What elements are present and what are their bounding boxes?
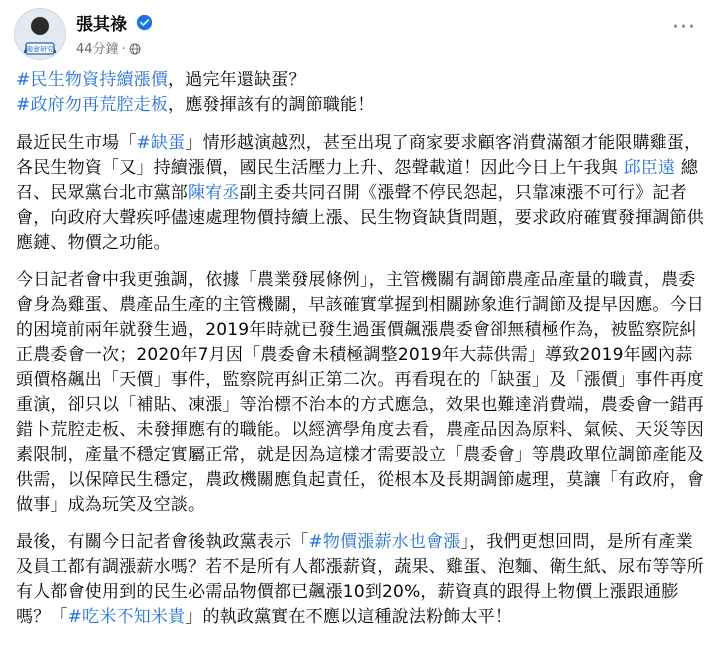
verified-badge-icon xyxy=(136,14,153,31)
paragraph-text: 」，我們更想回問，是所有產業及員工都有調漲薪水嗎？若不是所有人都漲薪資，蔬果、雞蛋、泡麵、衛生紙、尿布等等所有人都會使用到的民生必需品物價都已飆漲10到20%，薪資真的跟得上物價上漲跟通膨嗎？「 xyxy=(16,532,704,627)
hashtag-link[interactable]: #吃米不知米貴 xyxy=(67,607,186,627)
paragraph-text: 今日記者會中我更強調，依據「農業發展條例」，主管機關有調節農產品產量的職責，農委會身為雞蛋、農產品生產的主管機關，早該確實掌握到相關跡象進行調節及提早因應。今日的困境前兩年就發生過，2019年時就已發生過蛋價飆漲農委會卻無積極作為，被監察院糾正農委會一次；2020年7月因「農委會未積極調整2019年大蒜供需」導致2019年國內蒜頭價格飆出「天價」事件，監察院再糾正第二次。再看現在的「缺蛋」及「漲價」事件再度重演，卻只以「補貼、凍漲」等治標不治本的方式應急，效果也難達消費端，農委會一錯再錯卜荒腔走板、未發揮應有的職能。以經濟學角度去看，農產品因為原料、氣候、天災等因素限制，產量不穩定實屬正常，就是因為這樣才需要設立「農委會」等農政單位調節產能及供需，以保障民生穩定，農政機關應負起責任，從根本及長期調節處理，莫讓「有政府，會做事」成為玩笑及空談。 xyxy=(16,270,704,515)
author-name[interactable]: 張其祿 xyxy=(76,15,127,35)
paragraph-text: 最後，有關今日記者會後執政黨表示「 xyxy=(16,532,309,552)
post-body xyxy=(16,68,704,642)
author-avatar[interactable] xyxy=(14,8,66,60)
globe-icon[interactable] xyxy=(129,43,141,55)
post-header xyxy=(14,6,704,60)
hashtag-link[interactable]: #政府勿再荒腔走板 xyxy=(16,95,169,115)
post-paragraph-1 xyxy=(16,131,704,256)
intro-text: ，應發揮該有的調節職能！ xyxy=(168,95,375,115)
hashtag-link[interactable]: #民生物資持續漲價 xyxy=(16,70,169,90)
post-paragraph-2 xyxy=(16,268,704,518)
hashtag-link[interactable]: #缺蛋 xyxy=(136,133,186,153)
mention-link[interactable]: 陳宥丞 xyxy=(188,183,240,203)
paragraph-text: 」情形越演越烈，甚至出現了商家要求顧客消費滿額才能限購雞蛋，各民生物資「又」持續漲價，國民生活壓力上升、怨聲載道！因此今日上午我與 xyxy=(16,133,702,178)
post-intro xyxy=(16,68,704,118)
paragraph-text: 副主委共同召開《漲聲不停民怨起，只靠凍漲不可行》記者會，向政府大聲疾呼儘速處理物價持續上漲、民生物資缺貨問題，要求政府確實發揮調節供應鏈、物價之功能。 xyxy=(16,183,704,253)
paragraph-text: 最近民生市場「 xyxy=(16,133,137,153)
paragraph-text: 總召、民眾黨台北市黨部 xyxy=(16,158,699,203)
mention-link[interactable]: 邱臣遠 xyxy=(623,158,676,178)
avatar-badge-text: 國會研究 xyxy=(26,45,54,54)
more-options-icon[interactable]: ··· xyxy=(672,15,696,40)
author-name-row xyxy=(76,10,153,34)
post-timestamp[interactable]: 44分鐘 xyxy=(76,42,119,57)
hashtag-link[interactable]: #物價漲薪水也會漲 xyxy=(308,532,461,552)
post-meta xyxy=(76,38,141,57)
meta-separator: · xyxy=(121,42,126,57)
intro-text: ，過完年還缺蛋？ xyxy=(168,70,306,90)
post-paragraph-3 xyxy=(16,530,704,630)
paragraph-text: 」的執政黨實在不應以這種說法粉飾太平！ xyxy=(185,607,513,627)
avatar-photo-icon xyxy=(15,9,65,59)
